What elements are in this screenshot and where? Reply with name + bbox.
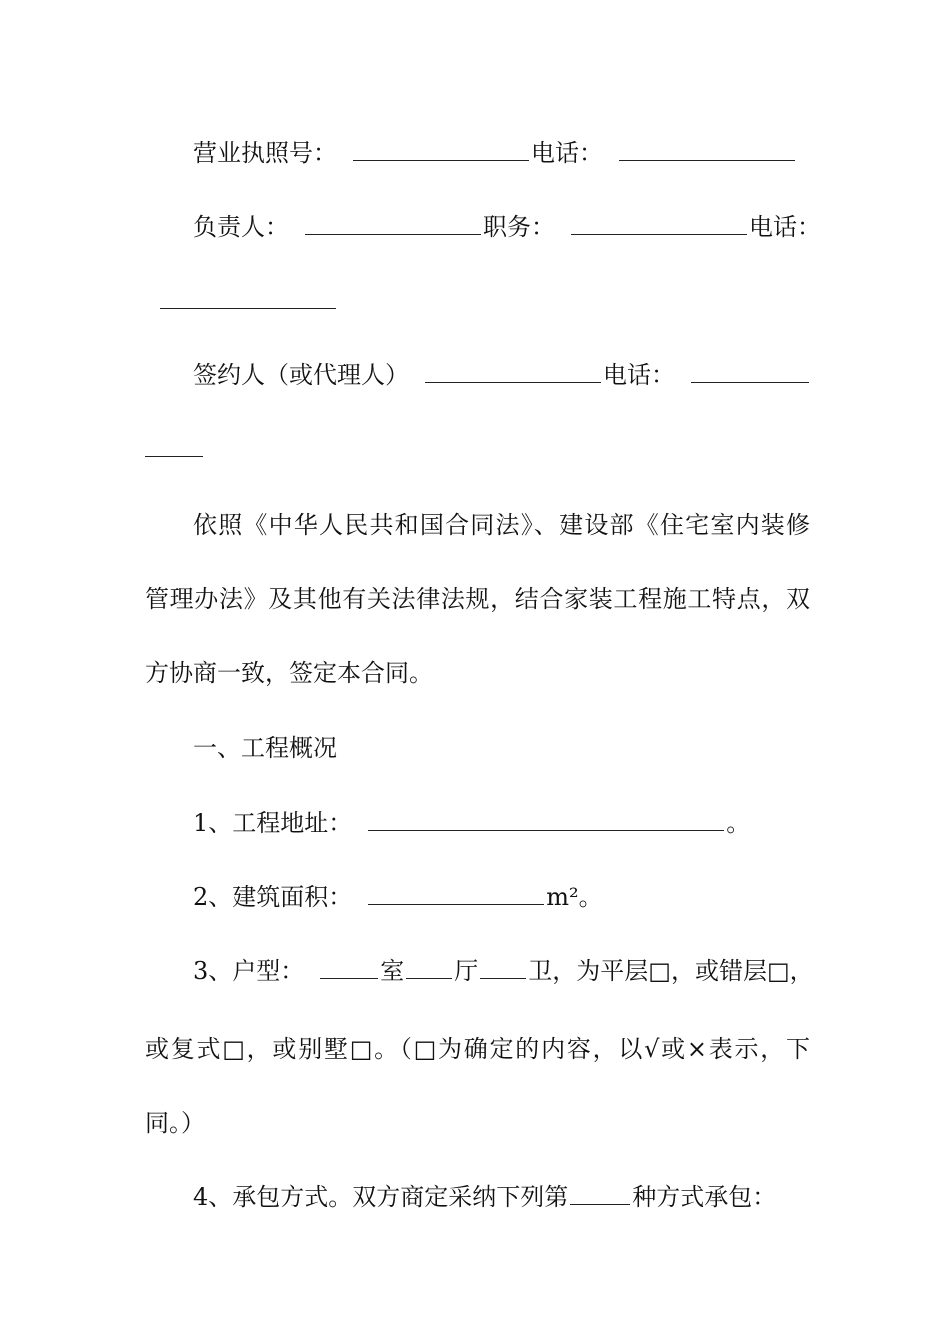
address-end: 。 bbox=[726, 809, 751, 837]
signer-phone-blank[interactable] bbox=[691, 362, 809, 383]
license-label: 营业执照号： bbox=[193, 139, 337, 167]
bath-blank[interactable] bbox=[480, 958, 526, 979]
manager-row bbox=[193, 212, 821, 242]
signer-label: 签约人（或代理人） bbox=[193, 361, 409, 389]
signer-phone-label: 电话： bbox=[603, 361, 675, 389]
phone-label: 电话： bbox=[531, 139, 603, 167]
section-title: 一、工程概况 bbox=[193, 734, 337, 762]
contract-mode-end: 种方式承包： bbox=[632, 1183, 777, 1211]
intro-line-2: 管理办法》及其他有关法律法规，结合家装工程施工特点，双 bbox=[145, 585, 810, 613]
manager-phone-row bbox=[158, 286, 823, 316]
phone-blank[interactable] bbox=[619, 140, 795, 161]
room-blank[interactable] bbox=[320, 958, 378, 979]
position-blank[interactable] bbox=[571, 214, 747, 235]
license-row bbox=[193, 138, 810, 168]
manager-blank[interactable] bbox=[305, 214, 481, 235]
contract-mode-row bbox=[193, 1182, 810, 1212]
area-blank[interactable] bbox=[368, 884, 544, 905]
signer-phone-row bbox=[145, 434, 810, 464]
signer-blank[interactable] bbox=[425, 362, 601, 383]
layout-line-2: 或复式□，或别墅□。（□为确定的内容，以√或×表示，下 bbox=[145, 1035, 810, 1063]
layout-row bbox=[193, 956, 814, 986]
layout-label: 3、户型： bbox=[193, 957, 305, 985]
address-label: 1、工程地址： bbox=[193, 809, 353, 837]
manager-phone-blank[interactable] bbox=[160, 288, 336, 309]
manager-label: 负责人： bbox=[193, 213, 289, 241]
hall-blank[interactable] bbox=[406, 958, 452, 979]
position-label: 职务： bbox=[483, 213, 555, 241]
license-blank[interactable] bbox=[353, 140, 529, 161]
manager-phone-label: 电话： bbox=[749, 213, 821, 241]
area-label: 2、建筑面积： bbox=[193, 883, 353, 911]
bath-label: 卫，为平层□，或错层□， bbox=[528, 957, 814, 985]
contract-mode-label: 4、承包方式。双方商定采纳下列第 bbox=[193, 1183, 569, 1211]
area-row bbox=[193, 882, 810, 912]
intro-line-1: 依照《中华人民共和国合同法》、建设部《住宅室内装修 bbox=[193, 511, 810, 539]
signer-phone-blank-cont[interactable] bbox=[145, 436, 203, 457]
address-row bbox=[193, 808, 810, 838]
room-label: 室 bbox=[380, 957, 405, 985]
hall-label: 厅 bbox=[454, 957, 479, 985]
area-unit: m²。 bbox=[546, 883, 603, 911]
address-blank[interactable] bbox=[368, 810, 724, 831]
intro-line-3: 方协商一致，签定本合同。 bbox=[145, 659, 433, 687]
contract-mode-blank[interactable] bbox=[570, 1184, 630, 1205]
layout-line-3: 同。） bbox=[145, 1109, 205, 1137]
signer-row bbox=[193, 360, 810, 390]
